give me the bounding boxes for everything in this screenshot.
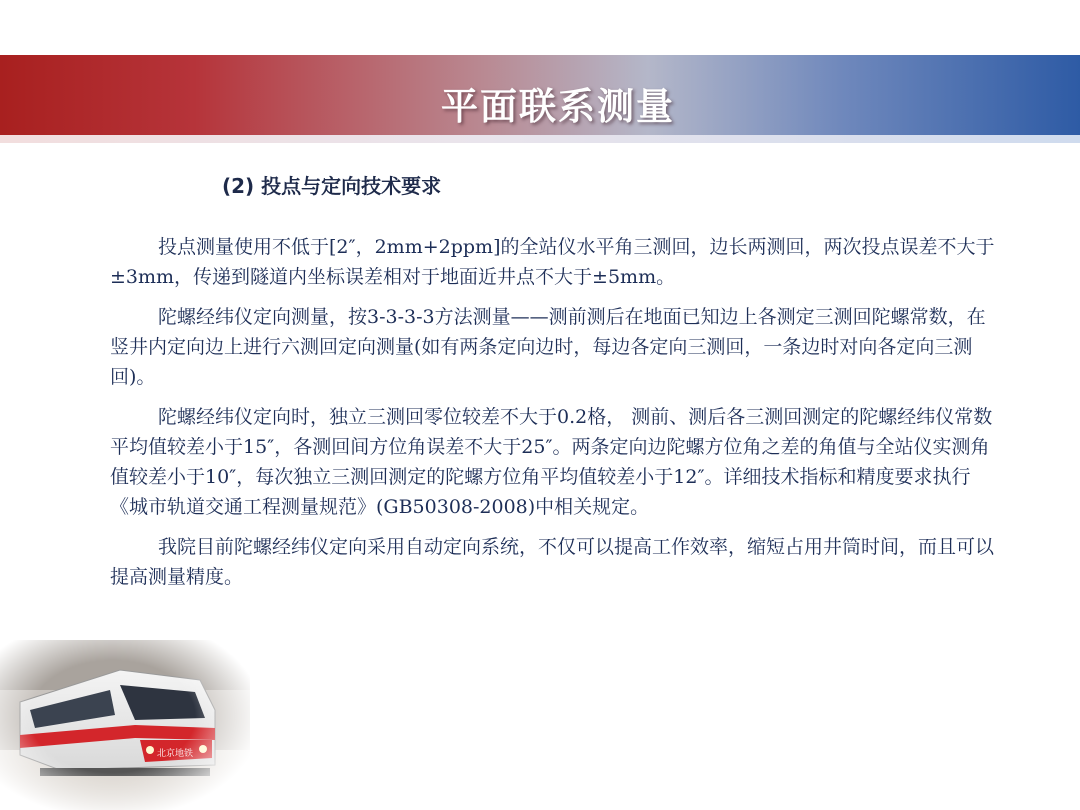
paragraph-gyro-method: 陀螺经纬仪定向测量，按3-3-3-3方法测量——测前测后在地面已知边上各测定三测回陀螺常数，在竖井内定向边上进行六测回定向测量(如有两条定向边时，每边各定向三测回，一条边时对向各定向三测回)。 — [110, 306, 986, 388]
paragraph-gyro-tolerances: 陀螺经纬仪定向时，独立三测回零位较差不大于0.2格， 测前、测后各三测回测定的陀螺经纬仪常数平均值较差小于15″，各测回间方位角误差不大于25″。两条定向边陀螺方位角之差的角值与全站仪实测角值较差小于10″，每次独立三测回测定的陀螺方位角平均值较差小于12″。详细技术指标和精度要求执行《城市轨道交通工程测量规范》(GB50308-2008)中相关规定。 — [110, 406, 993, 518]
section-subheading: (2) 投点与定向技术要求 — [222, 174, 442, 198]
paragraph-auto-orientation: 我院目前陀螺经纬仪定向采用自动定向系统，不仅可以提高工作效率，缩短占用井筒时间，而且可以提高测量精度。 — [110, 536, 995, 588]
body-text — [110, 232, 995, 602]
slide-title: 平面联系测量 — [441, 85, 675, 128]
paragraph-point-projection: 投点测量使用不低于[2″，2mm+2ppm]的全站仪水平角三测回，边长两测回，两次投点误差不大于±3mm，传递到隧道内坐标误差相对于地面近井点不大于±5mm。 — [110, 236, 995, 288]
title-banner-underline — [0, 135, 1080, 143]
subway-train-photo — [0, 640, 250, 810]
